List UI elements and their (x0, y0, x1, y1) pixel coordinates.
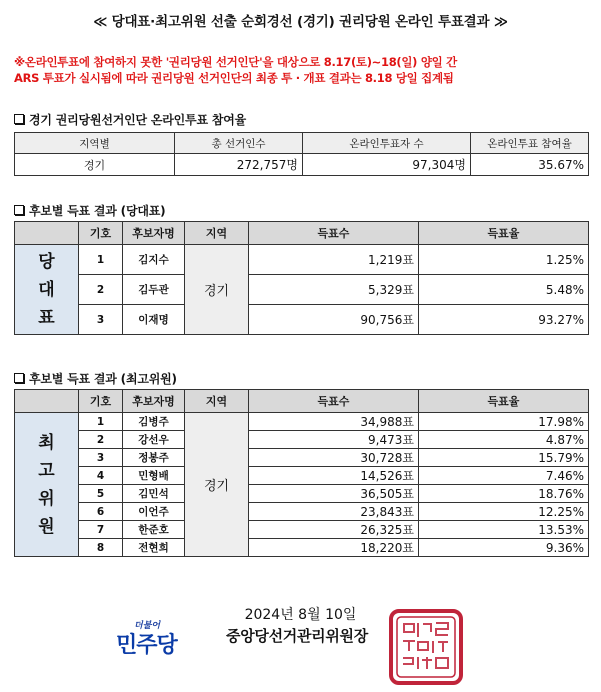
leader-group-char: 대 (38, 279, 55, 300)
vote-rate: 93.27% (419, 305, 589, 335)
candidate-name: 강선우 (123, 431, 185, 449)
vote-rate: 5.48% (419, 275, 589, 305)
checkbox-square-icon (14, 373, 24, 383)
candidate-number: 8 (79, 539, 123, 557)
vote-rate: 4.87% (419, 431, 589, 449)
turnout-rate: 35.67% (471, 154, 589, 176)
candidate-name: 이재명 (123, 305, 185, 335)
turnout-voters: 97,304명 (303, 154, 471, 176)
leader-section-label: 후보별 득표 결과 (당대표) (29, 204, 166, 218)
checkbox-square-icon (14, 114, 24, 124)
turnout-region: 경기 (15, 154, 175, 176)
turnout-section-label: 경기 권리당원선거인단 온라인투표 참여율 (29, 113, 246, 127)
candidate-number: 4 (79, 467, 123, 485)
candidate-number: 2 (79, 431, 123, 449)
leader-header-votes: 득표수 (249, 222, 419, 245)
candidate-number: 5 (79, 485, 123, 503)
candidate-name: 정봉주 (123, 449, 185, 467)
turnout-table (14, 132, 589, 176)
vote-count: 18,220표 (249, 539, 419, 557)
official-seal-icon (388, 608, 464, 686)
vote-rate: 1.25% (419, 245, 589, 275)
candidate-number: 2 (79, 275, 123, 305)
vote-count: 5,329표 (249, 275, 419, 305)
committee-chair-title: 중앙당선거관리위원장 (226, 627, 368, 645)
leader-header-row (15, 222, 589, 245)
candidate-name: 김민석 (123, 485, 185, 503)
leader-header-blank (15, 222, 79, 245)
document-title: ≪ 당대표·최고위원 선출 순회경선 (경기) 권리당원 온라인 투표결과 ≫ (93, 14, 508, 30)
council-section-label: 후보별 득표 결과 (최고위원) (29, 372, 177, 386)
turnout-header-rate: 온라인투표 참여율 (471, 133, 589, 154)
leader-header-region: 지역 (185, 222, 249, 245)
leader-row (15, 275, 589, 305)
candidate-number: 6 (79, 503, 123, 521)
council-header-rate: 득표율 (419, 390, 589, 413)
candidate-name: 한준호 (123, 521, 185, 539)
council-header-region: 지역 (185, 390, 249, 413)
turnout-header-region: 지역별 (15, 133, 175, 154)
checkbox-square-icon (14, 205, 24, 215)
council-row (15, 521, 589, 539)
leader-header-num: 기호 (79, 222, 123, 245)
turnout-section-title (14, 111, 246, 128)
council-row (15, 503, 589, 521)
party-logo (112, 618, 192, 662)
turnout-electors: 272,757명 (175, 154, 303, 176)
candidate-name: 민형배 (123, 467, 185, 485)
vote-rate: 12.25% (419, 503, 589, 521)
candidate-number: 3 (79, 305, 123, 335)
vote-count: 26,325표 (249, 521, 419, 539)
candidate-number: 1 (79, 245, 123, 275)
council-group-char: 최 (38, 432, 55, 453)
council-header-row (15, 390, 589, 413)
council-row (15, 539, 589, 557)
leader-group-label (15, 245, 79, 335)
candidate-name: 이언주 (123, 503, 185, 521)
council-row (15, 413, 589, 431)
council-section-title (14, 370, 177, 387)
council-group-char: 위 (38, 488, 55, 509)
council-group-char: 원 (38, 516, 55, 537)
candidate-number: 1 (79, 413, 123, 431)
council-group-label (15, 413, 79, 557)
council-region: 경기 (185, 413, 249, 557)
council-row (15, 431, 589, 449)
council-header-num: 기호 (79, 390, 123, 413)
vote-rate: 18.76% (419, 485, 589, 503)
vote-count: 30,728표 (249, 449, 419, 467)
candidate-name: 김지수 (123, 245, 185, 275)
notice-text (14, 54, 589, 86)
logo-small-text: 더불어 (134, 621, 161, 631)
vote-rate: 15.79% (419, 449, 589, 467)
council-header-name: 후보자명 (123, 390, 185, 413)
vote-count: 9,473표 (249, 431, 419, 449)
leader-row (15, 305, 589, 335)
vote-rate: 9.36% (419, 539, 589, 557)
turnout-header-row (15, 133, 589, 154)
council-row (15, 467, 589, 485)
council-group-char: 고 (38, 460, 55, 481)
leader-header-name: 후보자명 (123, 222, 185, 245)
vote-count: 34,988표 (249, 413, 419, 431)
candidate-number: 3 (79, 449, 123, 467)
council-row (15, 485, 589, 503)
candidate-name: 전현희 (123, 539, 185, 557)
candidate-name: 김두관 (123, 275, 185, 305)
leader-header-rate: 득표율 (419, 222, 589, 245)
vote-rate: 7.46% (419, 467, 589, 485)
vote-count: 90,756표 (249, 305, 419, 335)
turnout-data-row (15, 154, 589, 176)
council-header-blank (15, 390, 79, 413)
council-row (15, 449, 589, 467)
vote-count: 23,843표 (249, 503, 419, 521)
vote-rate: 17.98% (419, 413, 589, 431)
vote-count: 36,505표 (249, 485, 419, 503)
notice-line-1: ※온라인투표에 참여하지 못한 '권리당원 선거인단'을 대상으로 8.17(토)~18(일) 양일 간 (14, 55, 457, 69)
leader-results-table (14, 221, 589, 335)
council-results-table (14, 389, 589, 557)
leader-section-title (14, 202, 165, 219)
candidate-name: 김병주 (123, 413, 185, 431)
council-header-votes: 득표수 (249, 390, 419, 413)
turnout-header-electors: 총 선거인수 (175, 133, 303, 154)
vote-count: 1,219표 (249, 245, 419, 275)
leader-group-char: 당 (38, 251, 55, 272)
candidate-number: 7 (79, 521, 123, 539)
leader-row (15, 245, 589, 275)
turnout-header-voters: 온라인투표자 수 (303, 133, 471, 154)
vote-count: 14,526표 (249, 467, 419, 485)
notice-line-2: ARS 투표가 실시됨에 따라 권리당원 선거인단의 최종 투 · 개표 결과는 8.18 당일 집계됨 (14, 71, 454, 85)
document-date: 2024년 8월 10일 (244, 607, 357, 623)
leader-group-char: 표 (38, 307, 55, 328)
leader-region: 경기 (185, 245, 249, 335)
vote-rate: 13.53% (419, 521, 589, 539)
logo-main-text: 민주당 (116, 633, 177, 658)
